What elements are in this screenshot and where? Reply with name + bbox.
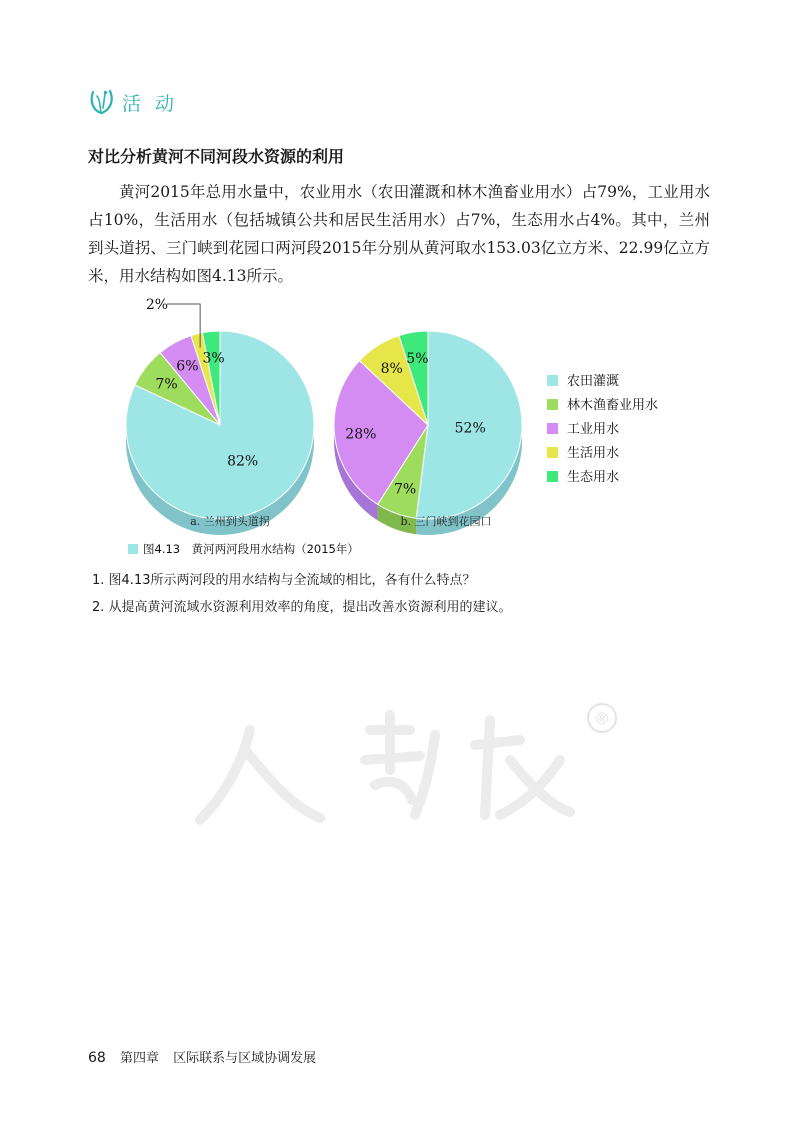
pie-1-label-3: 8% xyxy=(380,360,403,377)
legend-swatch-0 xyxy=(547,375,558,386)
pie-0-label-4: 3% xyxy=(202,350,225,367)
activity-title: 活 动 xyxy=(122,92,179,115)
question-1: 1. 图4.13所示两河段的用水结构与全流域的相比，各有什么特点？ xyxy=(92,573,476,588)
legend-swatch-2 xyxy=(547,423,558,434)
legend-label-2: 工业用水 xyxy=(567,422,620,437)
publisher-watermark xyxy=(190,690,630,840)
chapter-number: 第四章 xyxy=(119,1051,159,1066)
activity-header xyxy=(88,88,178,116)
body-paragraph: 黄河2015年总用水量中，农业用水（农田灌溉和林木渔畜业用水）占79%，工业用水占10%，生活用水（包括城镇公共和居民生活用水）占7%，生态用水占4%。其中，兰州到头道拐、三门峡到花园口两河段2015年分别从黄河取水153.03亿立方米、22.99亿立方米，用水结构如图4.13所示。 xyxy=(88,183,710,285)
pie-0-label-2: 6% xyxy=(176,358,199,375)
pie-0-title: a. 兰州到头道拐 xyxy=(190,515,270,528)
pie-0-label-0: 82% xyxy=(227,453,259,470)
legend-label-0: 农田灌溉 xyxy=(567,374,620,389)
pie-0-label-1: 7% xyxy=(155,376,178,393)
pie-0-label-3: 2% xyxy=(145,297,169,313)
legend-label-4: 生态用水 xyxy=(567,470,620,485)
legend-swatch-1 xyxy=(547,399,558,410)
legend-swatch-4 xyxy=(547,471,558,482)
pie-1-label-1: 7% xyxy=(393,481,417,498)
section-title: 对比分析黄河不同河段水资源的利用 xyxy=(88,147,345,166)
activity-leaf-icon xyxy=(88,88,116,116)
figure-4-13 xyxy=(100,290,720,570)
pie-1-label-0: 52% xyxy=(454,420,486,437)
pie-1-title: b. 三门峡到花园口 xyxy=(400,515,492,528)
page-footer xyxy=(88,1047,316,1066)
pie-1-label-2: 28% xyxy=(345,426,377,443)
question-list xyxy=(92,567,512,621)
pie-charts xyxy=(100,290,720,570)
watermark-mark: ® xyxy=(594,709,610,728)
question-2: 2. 从提高黄河流域水资源利用效率的角度，提出改善水资源利用的建议。 xyxy=(92,600,512,615)
figure-caption: 图4.13 黄河两河段用水结构（2015年） xyxy=(143,542,359,556)
legend-label-3: 生活用水 xyxy=(567,446,620,461)
chapter-title: 区际联系与区域协调发展 xyxy=(173,1051,317,1066)
page-number: 68 xyxy=(88,1050,106,1066)
caption-marker xyxy=(128,544,138,554)
legend-swatch-3 xyxy=(547,447,558,458)
legend-label-1: 林木渔畜业用水 xyxy=(567,398,659,413)
pie-1-label-4: 5% xyxy=(406,351,429,368)
